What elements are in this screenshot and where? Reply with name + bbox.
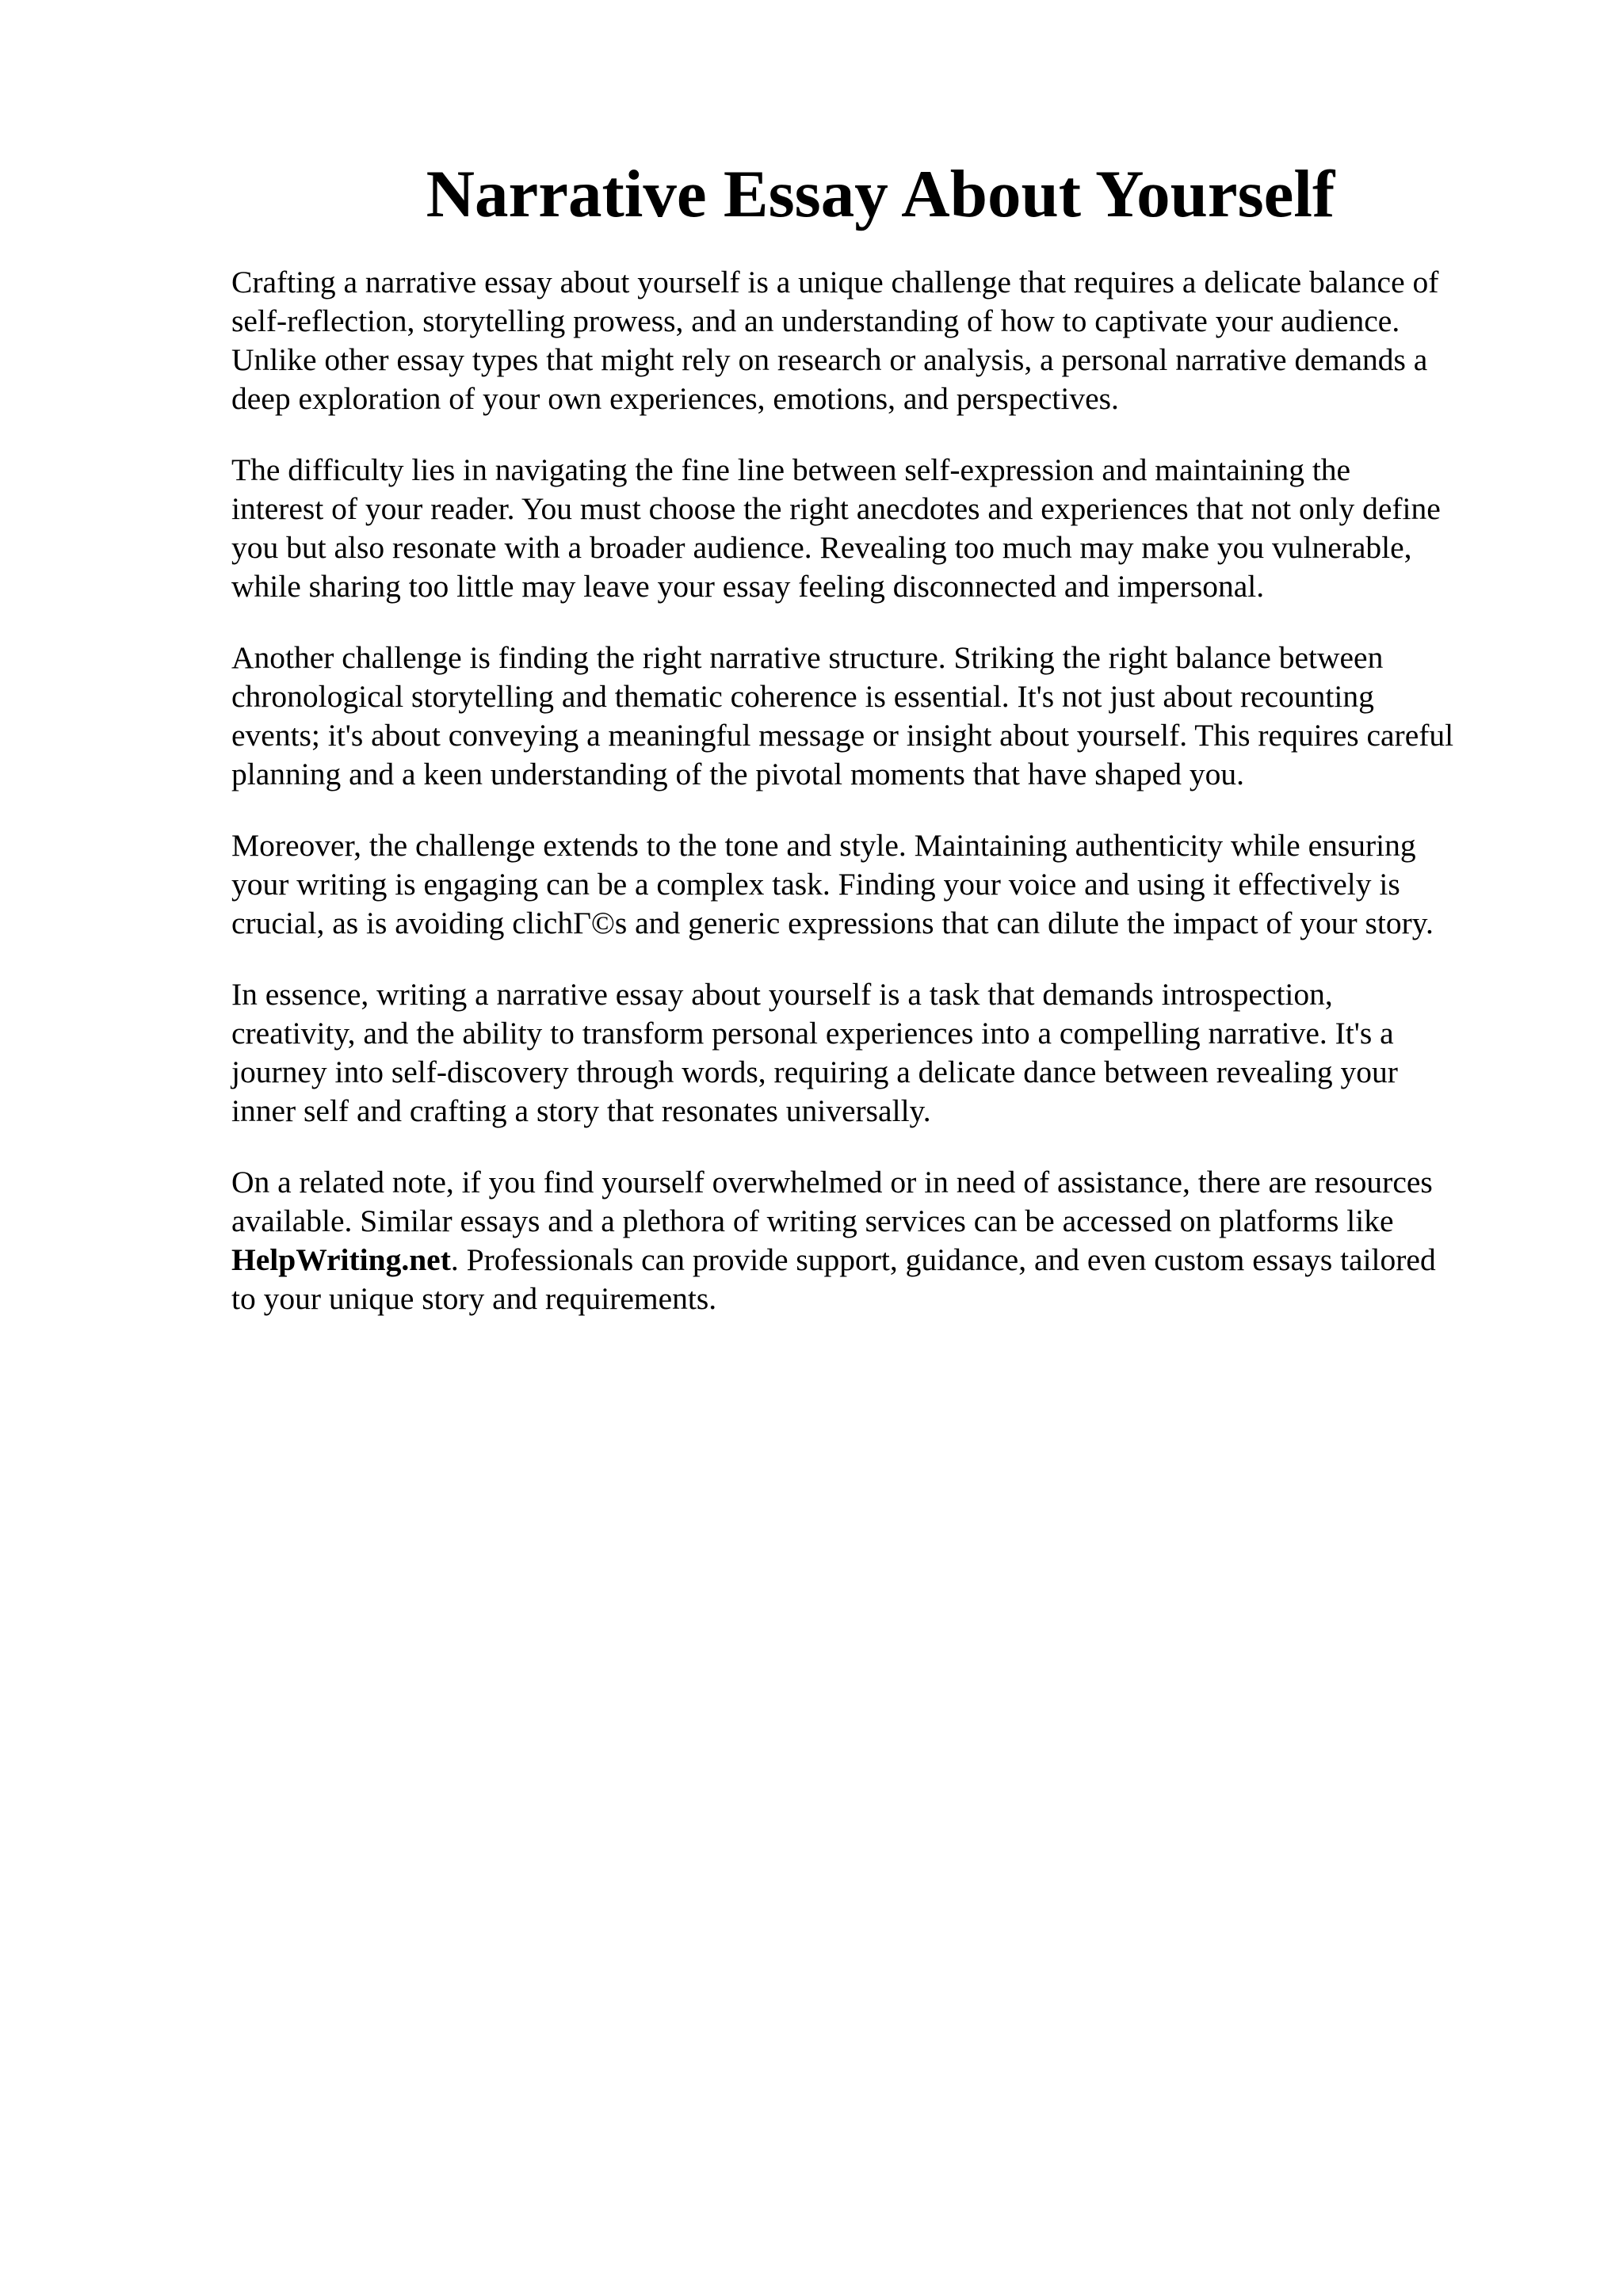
paragraph-line: self-reflection, storytelling prowess, and an understanding of how to captivate your audience. bbox=[231, 303, 1400, 338]
paragraph-line: events; it's about conveying a meaningful message or insight about yourself. This requires careful bbox=[231, 718, 1454, 753]
paragraph-line: chronological storytelling and thematic coherence is essential. It's not just about recounting bbox=[231, 679, 1374, 714]
paragraph-6 bbox=[231, 1163, 1547, 1318]
paragraph-line: Moreover, the challenge extends to the tone and style. Maintaining authenticity while ensuring bbox=[231, 828, 1416, 863]
paragraph-line: to your unique story and requirements. bbox=[231, 1281, 717, 1316]
paragraph-4 bbox=[231, 826, 1547, 943]
paragraph-line: On a related note, if you find yourself overwhelmed or in need of assistance, there are resources bbox=[231, 1165, 1433, 1199]
paragraph-1 bbox=[231, 263, 1547, 418]
paragraph-line: deep exploration of your own experiences, emotions, and perspectives. bbox=[231, 381, 1119, 416]
paragraph-line: inner self and crafting a story that resonates universally. bbox=[231, 1093, 931, 1128]
paragraph-line-rest: . Professionals can provide support, guidance, and even custom essays tailored bbox=[450, 1242, 1436, 1277]
paragraph-5 bbox=[231, 975, 1547, 1131]
page-title: Narrative Essay About Yourself bbox=[426, 157, 1335, 231]
paragraph-line: while sharing too little may leave your essay feeling disconnected and impersonal. bbox=[231, 569, 1265, 604]
paragraph-line: Another challenge is finding the right narrative structure. Striking the right balance between bbox=[231, 640, 1384, 675]
paragraph-line: creativity, and the ability to transform personal experiences into a compelling narrative. It's a bbox=[231, 1016, 1394, 1051]
paragraph-line: you but also resonate with a broader audience. Revealing too much may make you vulnerable, bbox=[231, 530, 1412, 565]
paragraph-3 bbox=[231, 639, 1547, 794]
paragraph-2 bbox=[231, 451, 1547, 606]
paragraph-line: Crafting a narrative essay about yourself is a unique challenge that requires a delicate balance of bbox=[231, 265, 1439, 299]
paragraph-line: The difficulty lies in navigating the fine line between self-expression and maintaining the bbox=[231, 452, 1351, 487]
paragraph-line: Unlike other essay types that might rely on research or analysis, a personal narrative demands a bbox=[231, 342, 1428, 377]
paragraph-line bbox=[231, 1241, 1547, 1280]
paragraph-line: planning and a keen understanding of the pivotal moments that have shaped you. bbox=[231, 757, 1244, 791]
paragraph-line: interest of your reader. You must choose the right anecdotes and experiences that not only define bbox=[231, 491, 1441, 526]
paragraph-line: your writing is engaging can be a complex task. Finding your voice and using it effectively is bbox=[231, 867, 1400, 902]
paragraph-line: available. Similar essays and a plethora of writing services can be accessed on platforms like bbox=[231, 1203, 1394, 1238]
essay-body bbox=[231, 263, 1547, 1351]
helpwriting-brand-name: HelpWriting.net bbox=[231, 1242, 451, 1277]
paragraph-line: journey into self-discovery through words, requiring a delicate dance between revealing your bbox=[231, 1055, 1398, 1089]
paragraph-line: crucial, as is avoiding clichΓ©s and generic expressions that can dilute the impact of your story. bbox=[231, 906, 1434, 940]
paragraph-line: In essence, writing a narrative essay about yourself is a task that demands introspection, bbox=[231, 977, 1333, 1012]
